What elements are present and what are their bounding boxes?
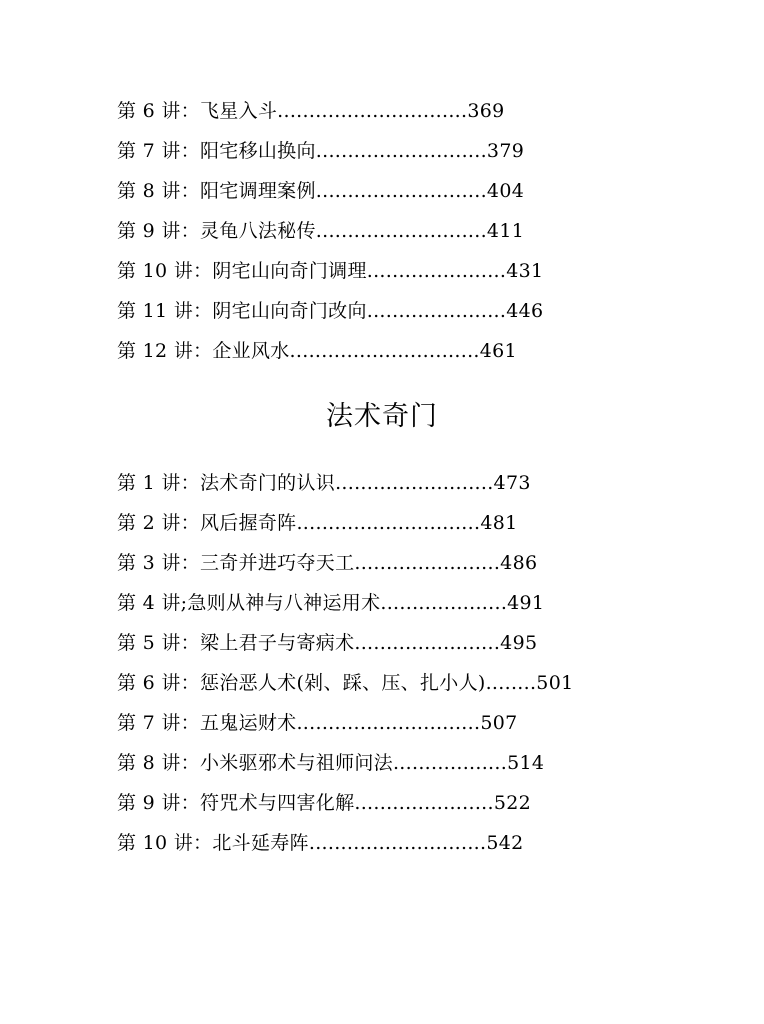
toc-entry-lecture-10: 第 10 讲：阴宅山向奇门调理......................431 <box>117 260 544 282</box>
toc-entry-lecture-2: 第 2 讲：风后握奇阵.............................481 <box>117 512 518 534</box>
toc-entry-lecture-9b: 第 9 讲：符咒术与四害化解......................522 <box>117 792 532 814</box>
toc-entry-lecture-11: 第 11 讲：阴宅山向奇门改向......................446 <box>117 300 544 322</box>
toc-entry-lecture-4: 第 4 讲;急则从神与八神运用术....................491 <box>117 592 545 614</box>
toc-entry-lecture-8b: 第 8 讲：小米驱邪术与祖师问法..................514 <box>117 752 545 774</box>
toc-entry-lecture-7b: 第 7 讲：五鬼运财术.............................507 <box>117 712 518 734</box>
toc-entry-lecture-8: 第 8 讲：阳宅调理案例...........................404 <box>117 180 525 202</box>
toc-entry-lecture-6b: 第 6 讲：惩治恶人术(剁、踩、压、扎小人)........501 <box>117 672 574 694</box>
toc-entry-lecture-7: 第 7 讲：阳宅移山换向...........................379 <box>117 140 525 162</box>
toc-entry-lecture-12: 第 12 讲：企业风水..............................461 <box>117 340 517 362</box>
toc-entry-lecture-10b: 第 10 讲：北斗延寿阵............................542 <box>117 832 524 854</box>
section-title: 法术奇门 <box>326 401 438 432</box>
toc-entry-lecture-6: 第 6 讲：飞星入斗..............................369 <box>117 100 505 122</box>
toc-entry-lecture-5: 第 5 讲：梁上君子与寄病术.......................495 <box>117 632 538 654</box>
toc-entry-lecture-3: 第 3 讲：三奇并进巧夺天工.......................486 <box>117 552 538 574</box>
toc-entry-lecture-9: 第 9 讲：灵龟八法秘传...........................411 <box>117 220 525 242</box>
toc-entry-lecture-1: 第 1 讲：法术奇门的认识.........................473 <box>117 472 531 494</box>
